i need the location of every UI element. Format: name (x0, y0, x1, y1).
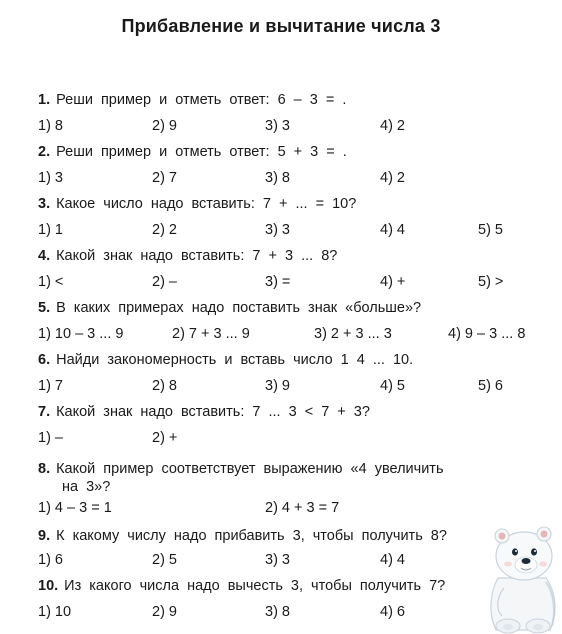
question-text: Какой пример соответствует выражению «4 увеличить (56, 461, 444, 477)
option[interactable]: 5) 5 (478, 222, 503, 238)
option[interactable]: 1) – (38, 430, 63, 446)
question-number: 7. (38, 404, 51, 420)
option[interactable]: 3) 3 (265, 552, 290, 568)
option[interactable]: 1) 10 – 3 ... 9 (38, 326, 124, 342)
page-title: Прибавление и вычитание числа 3 (121, 16, 441, 36)
option[interactable]: 1) 7 (38, 378, 63, 394)
question-number: 9. (38, 528, 51, 544)
option[interactable]: 1) 3 (38, 170, 63, 186)
question-number: 4. (38, 248, 51, 264)
option[interactable]: 4) 4 (380, 552, 405, 568)
question-number: 10. (38, 578, 59, 594)
option[interactable]: 1) 6 (38, 552, 63, 568)
question-text: Из какого числа надо вычесть 3, чтобы получить 7? (64, 578, 446, 594)
option[interactable]: 2) 7 + 3 ... 9 (172, 326, 250, 342)
option[interactable]: 1) 8 (38, 118, 63, 134)
question-7 (38, 404, 370, 420)
question-9 (38, 528, 447, 544)
option[interactable]: 2) 2 (152, 222, 177, 238)
option[interactable]: 3) 8 (265, 604, 290, 620)
option[interactable]: 2) 4 + 3 = 7 (265, 500, 340, 516)
question-8 (38, 460, 498, 496)
question-number: 3. (38, 196, 51, 212)
question-number: 2. (38, 144, 51, 160)
option[interactable]: 4) + (380, 274, 406, 290)
option[interactable]: 4) 6 (380, 604, 405, 620)
option[interactable]: 4) 9 – 3 ... 8 (448, 326, 526, 342)
question-number: 1. (38, 92, 51, 108)
option[interactable]: 4) 2 (380, 118, 405, 134)
option[interactable]: 5) > (478, 274, 504, 290)
option[interactable]: 5) 6 (478, 378, 503, 394)
question-text-continuation: на 3»? (62, 479, 111, 495)
question-number: 5. (38, 300, 51, 316)
question-text: В каких примерах надо поставить знак «больше»? (56, 300, 422, 316)
option[interactable]: 4) 4 (380, 222, 405, 238)
question-4 (38, 248, 337, 264)
option[interactable]: 1) 10 (38, 604, 72, 620)
option[interactable]: 3) 8 (265, 170, 290, 186)
option[interactable]: 1) < (38, 274, 64, 290)
question-10 (38, 578, 445, 594)
question-text: Какой знак надо вставить: 7 ... 3 < 7 + 3? (56, 404, 370, 420)
option[interactable]: 1) 1 (38, 222, 63, 238)
option[interactable]: 2) 5 (152, 552, 177, 568)
question-text: Какой знак надо вставить: 7 + 3 ... 8? (56, 248, 338, 264)
option[interactable]: 3) = (265, 274, 291, 290)
option[interactable]: 2) – (152, 274, 177, 290)
question-text: Реши пример и отметь ответ: 6 – 3 = . (56, 92, 347, 108)
option[interactable]: 1) 4 – 3 = 1 (38, 500, 112, 516)
question-number: 8. (38, 461, 51, 477)
option[interactable]: 3) 9 (265, 378, 290, 394)
option[interactable]: 3) 2 + 3 ... 3 (314, 326, 392, 342)
question-text: Реши пример и отметь ответ: 5 + 3 = . (56, 144, 347, 160)
option[interactable]: 2) 8 (152, 378, 177, 394)
option[interactable]: 2) 9 (152, 604, 177, 620)
option[interactable]: 3) 3 (265, 222, 290, 238)
option[interactable]: 3) 3 (265, 118, 290, 134)
option[interactable]: 4) 2 (380, 170, 405, 186)
option[interactable]: 2) 9 (152, 118, 177, 134)
question-number: 6. (38, 352, 51, 368)
question-5 (38, 300, 421, 316)
question-3 (38, 196, 356, 212)
polar-bear-icon (484, 522, 562, 634)
question-2 (38, 144, 347, 160)
question-text: К какому числу надо прибавить 3, чтобы получить 8? (56, 528, 447, 544)
option[interactable]: 2) 7 (152, 170, 177, 186)
question-1 (38, 92, 346, 108)
question-text: Какое число надо вставить: 7 + ... = 10? (56, 196, 357, 212)
question-text: Найди закономерность и вставь число 1 4 ... 10. (56, 352, 414, 368)
question-6 (38, 352, 413, 368)
option[interactable]: 2) + (152, 430, 178, 446)
option[interactable]: 4) 5 (380, 378, 405, 394)
